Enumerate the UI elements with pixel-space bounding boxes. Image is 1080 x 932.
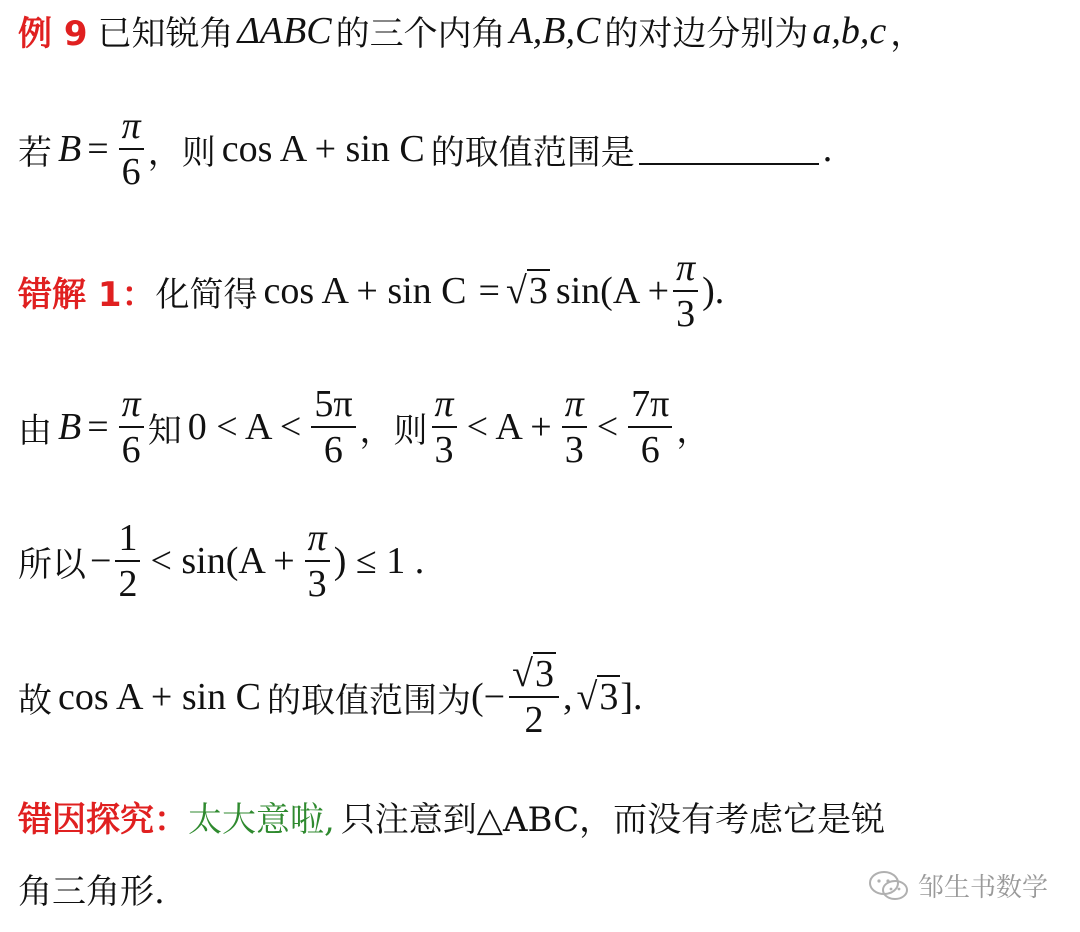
math-expression: ). bbox=[702, 270, 725, 312]
denominator: 6 bbox=[121, 429, 141, 471]
radicand: 3 bbox=[528, 270, 548, 312]
radicand: 3 bbox=[534, 653, 554, 695]
wrong-solution-line-4 bbox=[18, 652, 643, 742]
equals-sign: = bbox=[87, 128, 109, 170]
sqrt-symbol bbox=[506, 269, 550, 313]
denominator: 2 bbox=[524, 699, 544, 741]
solution-text: 由 bbox=[18, 410, 52, 451]
wrong-solution-line-3 bbox=[18, 516, 424, 606]
punctuation: ， bbox=[890, 14, 925, 54]
error-analysis-line-1 bbox=[18, 792, 885, 841]
angles-symbol: A,B,C bbox=[509, 9, 601, 52]
math-expression: < sin(A + bbox=[150, 540, 295, 582]
minus-sign: − bbox=[90, 540, 112, 582]
math-expression: < A + bbox=[466, 406, 552, 448]
watermark bbox=[868, 867, 1048, 904]
solution-text: 知 bbox=[147, 410, 182, 451]
fraction-7pi-6 bbox=[628, 382, 672, 472]
example-label: 例 9 bbox=[18, 14, 88, 54]
answer-blank bbox=[639, 133, 819, 165]
wrong-solution-line-2 bbox=[18, 382, 710, 472]
equals-sign: = bbox=[478, 270, 500, 312]
sqrt-symbol bbox=[576, 675, 620, 719]
fraction-pi-6 bbox=[119, 104, 144, 194]
equals-sign: = bbox=[87, 406, 109, 448]
triangle-symbol: ΔABC bbox=[237, 9, 332, 52]
solution-text: 故 bbox=[18, 680, 52, 721]
numerator: π bbox=[564, 383, 584, 425]
wrong-solution-label: 错解 1： bbox=[18, 274, 156, 315]
numerator: π bbox=[307, 517, 327, 559]
denominator: 6 bbox=[323, 429, 343, 471]
less-than: < bbox=[596, 406, 619, 448]
problem-text: 的对边分别为 bbox=[604, 14, 809, 54]
numerator: π bbox=[676, 247, 696, 289]
watermark-text: 邹生书数学 bbox=[917, 873, 1048, 903]
solution-text: ，则 bbox=[359, 410, 428, 451]
error-analysis-text: 角三角形. bbox=[18, 872, 165, 912]
math-expression: cos A + sin C bbox=[221, 128, 425, 170]
numerator bbox=[509, 652, 559, 696]
problem-text: 若 bbox=[18, 132, 52, 173]
radicand: 3 bbox=[599, 676, 619, 718]
solution-text: 所以 bbox=[18, 544, 86, 585]
fraction-sqrt3-2 bbox=[509, 652, 559, 742]
interval-separator: , bbox=[562, 676, 573, 718]
interval-open: (− bbox=[471, 676, 506, 718]
error-analysis-text: 只注意到△ABC，而没有考虑它是锐 bbox=[340, 800, 886, 840]
problem-text: 已知锐角 bbox=[97, 14, 234, 54]
punctuation: . bbox=[822, 128, 833, 170]
problem-line-1 bbox=[18, 6, 924, 55]
numerator: π bbox=[121, 383, 141, 425]
fraction-1-2 bbox=[115, 516, 140, 606]
problem-text: 的三个内角 bbox=[335, 14, 506, 54]
solution-text: 化简得 bbox=[155, 274, 258, 315]
sqrt-symbol bbox=[512, 652, 556, 696]
fraction-5pi-6 bbox=[311, 382, 355, 472]
wrong-solution-line-1 bbox=[18, 246, 724, 336]
math-expression: cos A + sin C bbox=[58, 676, 262, 718]
denominator: 6 bbox=[121, 151, 141, 193]
var-B: B bbox=[58, 406, 82, 448]
fraction-pi-3 bbox=[673, 246, 698, 336]
denominator: 6 bbox=[640, 429, 660, 471]
fraction-pi-6 bbox=[119, 382, 144, 472]
error-analysis-label: 错因探究： bbox=[18, 800, 188, 840]
numerator: π bbox=[434, 383, 454, 425]
numerator: 7π bbox=[631, 383, 670, 425]
radical-sign: √ bbox=[505, 270, 527, 312]
denominator: 3 bbox=[434, 429, 454, 471]
error-analysis-line-2 bbox=[18, 864, 165, 913]
radical-sign: √ bbox=[576, 676, 598, 718]
solution-text: 的取值范围为 bbox=[267, 680, 472, 721]
denominator: 3 bbox=[564, 429, 584, 471]
denominator: 2 bbox=[118, 563, 138, 605]
numerator: 5π bbox=[314, 383, 353, 425]
problem-text: ，则 bbox=[147, 132, 216, 173]
punctuation: ， bbox=[676, 410, 711, 451]
math-expression: cos A + sin C bbox=[263, 270, 467, 312]
problem-line-2 bbox=[18, 104, 832, 194]
sides-symbol: a,b,c bbox=[812, 9, 887, 52]
math-expression: 0 < A < bbox=[187, 406, 302, 448]
math-expression: ) ≤ 1 . bbox=[333, 540, 425, 582]
numerator: 1 bbox=[118, 517, 138, 559]
wechat-icon bbox=[868, 869, 910, 903]
var-B: B bbox=[58, 128, 82, 170]
math-expression: sin(A + bbox=[555, 270, 670, 312]
fraction-pi-3 bbox=[432, 382, 457, 472]
problem-text: 的取值范围是 bbox=[430, 132, 635, 173]
denominator: 3 bbox=[307, 563, 327, 605]
numerator: π bbox=[121, 105, 141, 147]
fraction-pi-3 bbox=[562, 382, 587, 472]
fraction-pi-3 bbox=[305, 516, 330, 606]
error-analysis-highlight: 太大意啦, bbox=[188, 800, 335, 840]
denominator: 3 bbox=[676, 293, 696, 335]
radical-sign: √ bbox=[512, 653, 533, 695]
interval-close: ]. bbox=[620, 676, 643, 718]
